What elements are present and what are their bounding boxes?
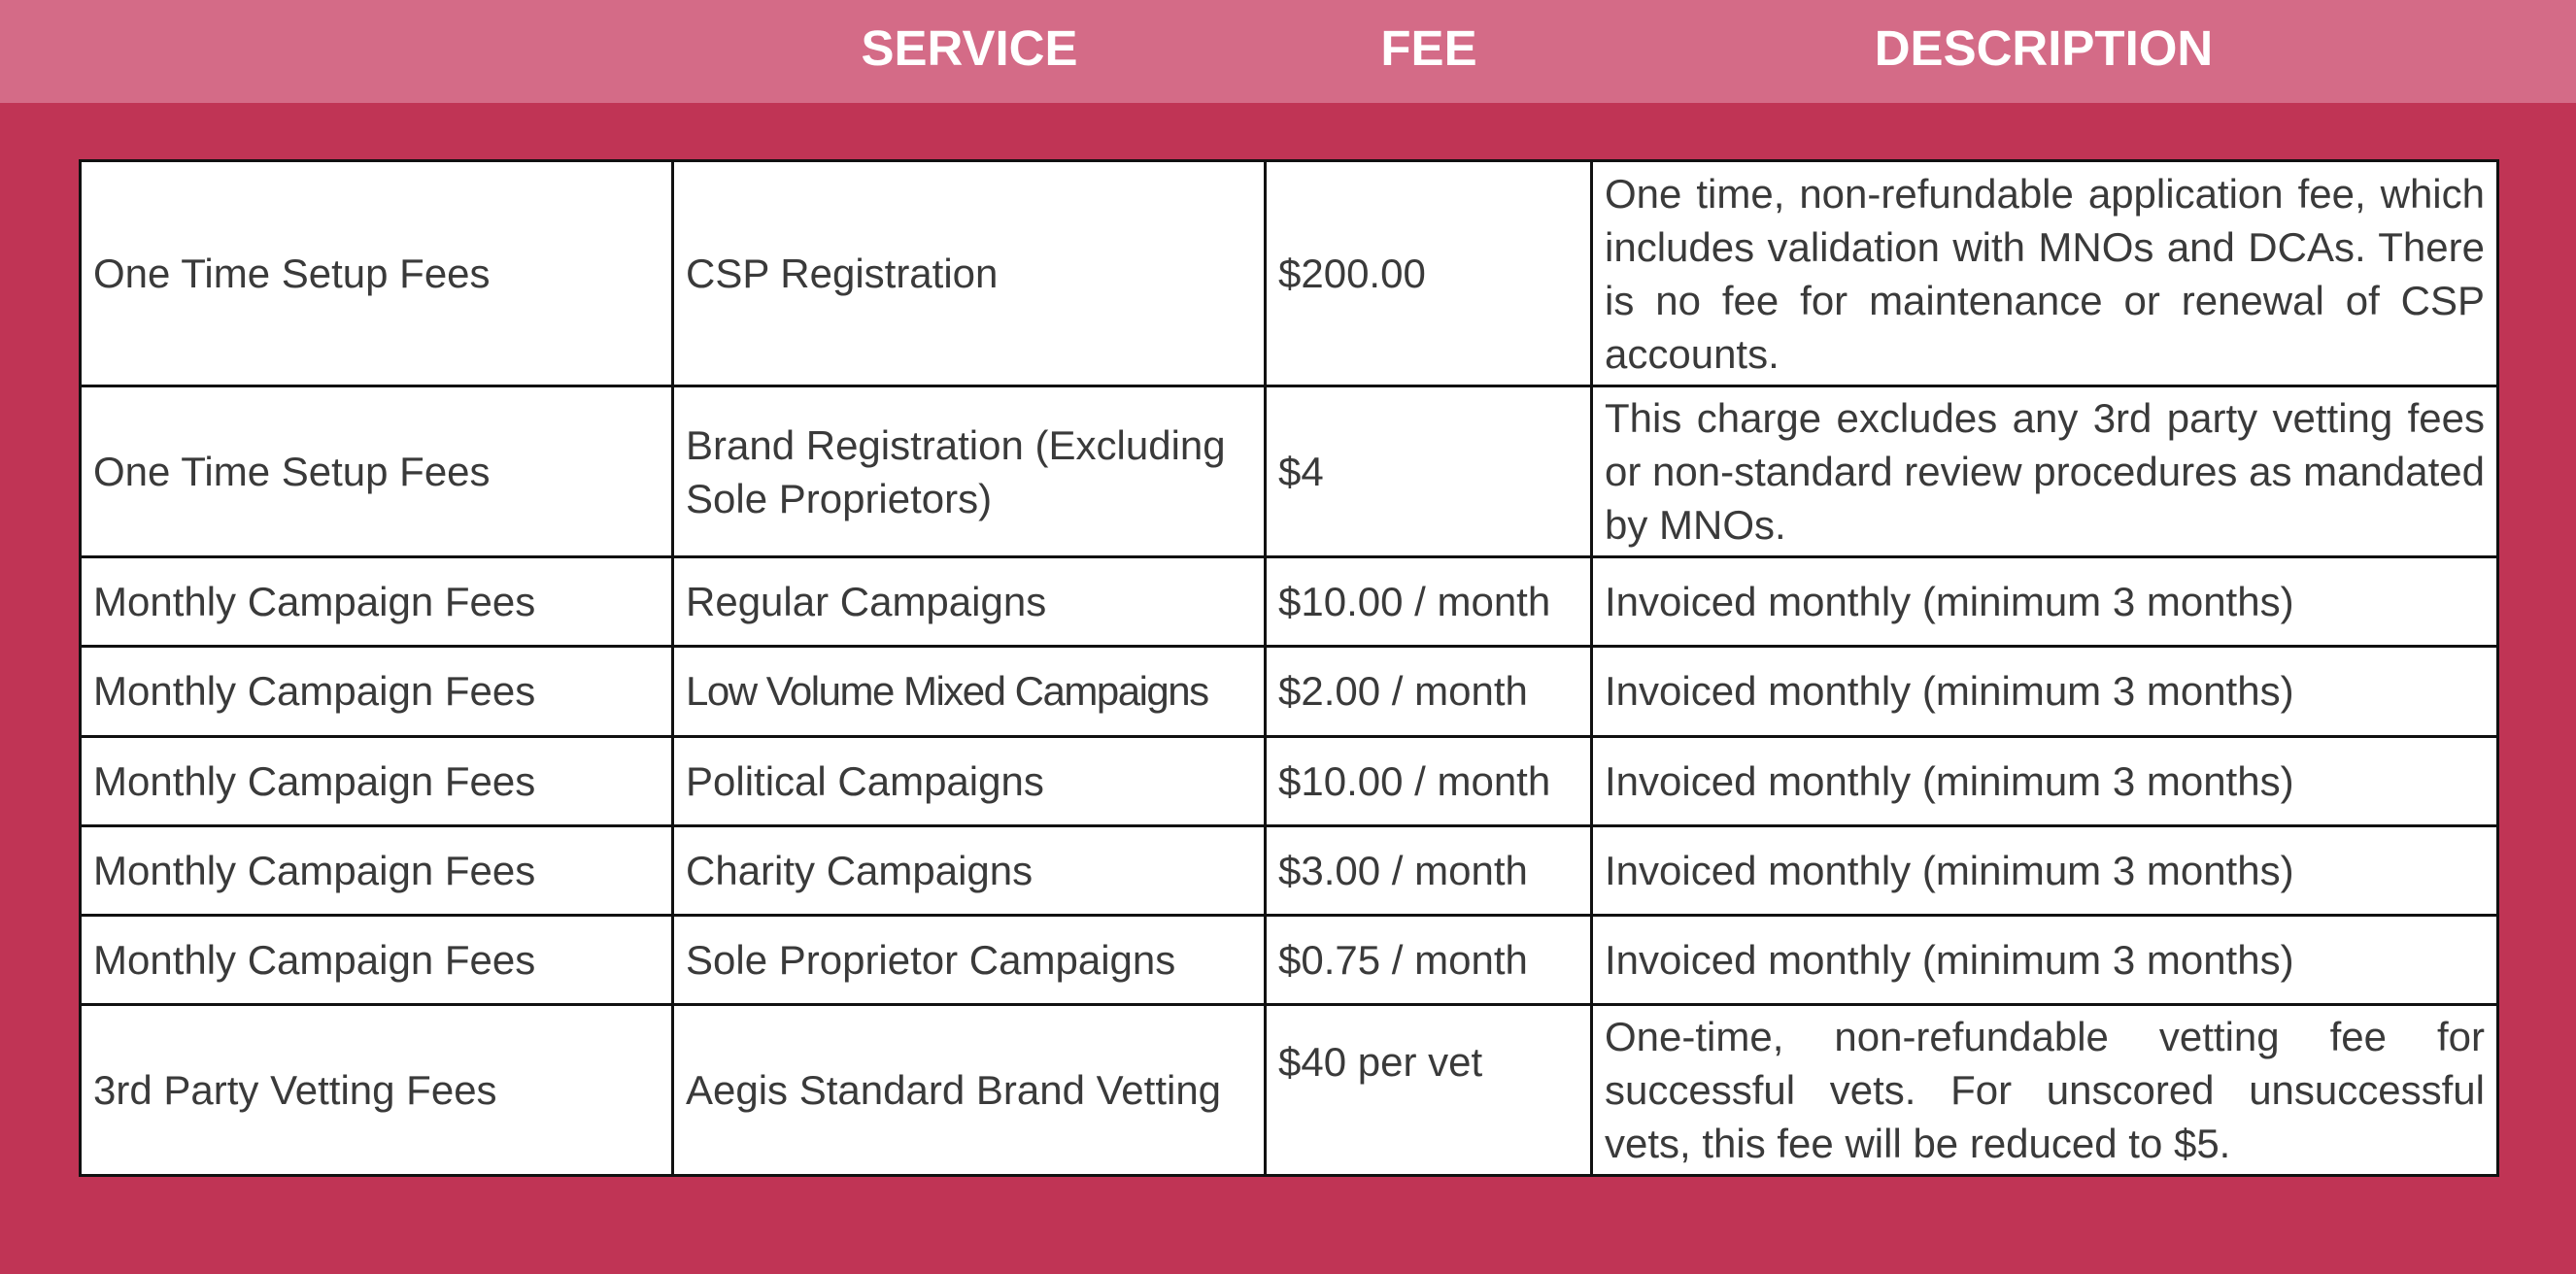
row-fee: $4	[1266, 386, 1592, 557]
row-service: Sole Proprietor Campaigns	[673, 915, 1266, 1004]
row-category: Monthly Campaign Fees	[81, 557, 673, 647]
row-category: Monthly Campaign Fees	[81, 915, 673, 1004]
row-category: 3rd Party Vetting Fees	[81, 1004, 673, 1175]
fee-table	[79, 159, 2499, 1177]
table-header	[0, 0, 2576, 103]
row-description: Invoiced monthly (minimum 3 months)	[1592, 557, 2498, 647]
row-description: Invoiced monthly (minimum 3 months)	[1592, 736, 2498, 825]
header-description: DESCRIPTION	[1874, 20, 2214, 76]
table-row	[81, 1004, 2498, 1175]
table-row	[81, 647, 2498, 736]
table-row	[81, 386, 2498, 557]
row-fee: $10.00 / month	[1266, 736, 1592, 825]
row-fee: $2.00 / month	[1266, 647, 1592, 736]
row-category: Monthly Campaign Fees	[81, 825, 673, 915]
row-category: One Time Setup Fees	[81, 386, 673, 557]
row-category: One Time Setup Fees	[81, 161, 673, 386]
table-row	[81, 557, 2498, 647]
row-fee: $10.00 / month	[1266, 557, 1592, 647]
row-service: Low Volume Mixed Campaigns	[673, 647, 1266, 736]
row-service: Regular Campaigns	[673, 557, 1266, 647]
row-description: This charge excludes any 3rd party vetting fees or non-standard review procedures as mandated by MNOs.	[1592, 386, 2498, 557]
table-row	[81, 161, 2498, 386]
row-fee: $200.00	[1266, 161, 1592, 386]
row-category: Monthly Campaign Fees	[81, 647, 673, 736]
row-service: Charity Campaigns	[673, 825, 1266, 915]
row-service: Aegis Standard Brand Vetting	[673, 1004, 1266, 1175]
row-description: Invoiced monthly (minimum 3 months)	[1592, 647, 2498, 736]
row-description: One-time, non-refundable vetting fee for successful vets. For unscored unsuccessful vets, this fee will be reduced to $5.	[1592, 1004, 2498, 1175]
table-row	[81, 915, 2498, 1004]
header-fee: FEE	[1380, 20, 1477, 76]
row-description: Invoiced monthly (minimum 3 months)	[1592, 915, 2498, 1004]
row-service: CSP Registration	[673, 161, 1266, 386]
row-fee: $40 per vet	[1266, 1004, 1592, 1175]
row-service: Political Campaigns	[673, 736, 1266, 825]
header-service: SERVICE	[861, 20, 1078, 76]
row-description: One time, non-refundable application fee, which includes validation with MNOs and DCAs. There is no fee for maintenance or renewal of CSP accounts.	[1592, 161, 2498, 386]
row-category: Monthly Campaign Fees	[81, 736, 673, 825]
row-description: Invoiced monthly (minimum 3 months)	[1592, 825, 2498, 915]
row-fee: $3.00 / month	[1266, 825, 1592, 915]
table-row	[81, 825, 2498, 915]
row-service: Brand Registration (Excluding Sole Proprietors)	[673, 386, 1266, 557]
table-row	[81, 736, 2498, 825]
row-fee: $0.75 / month	[1266, 915, 1592, 1004]
